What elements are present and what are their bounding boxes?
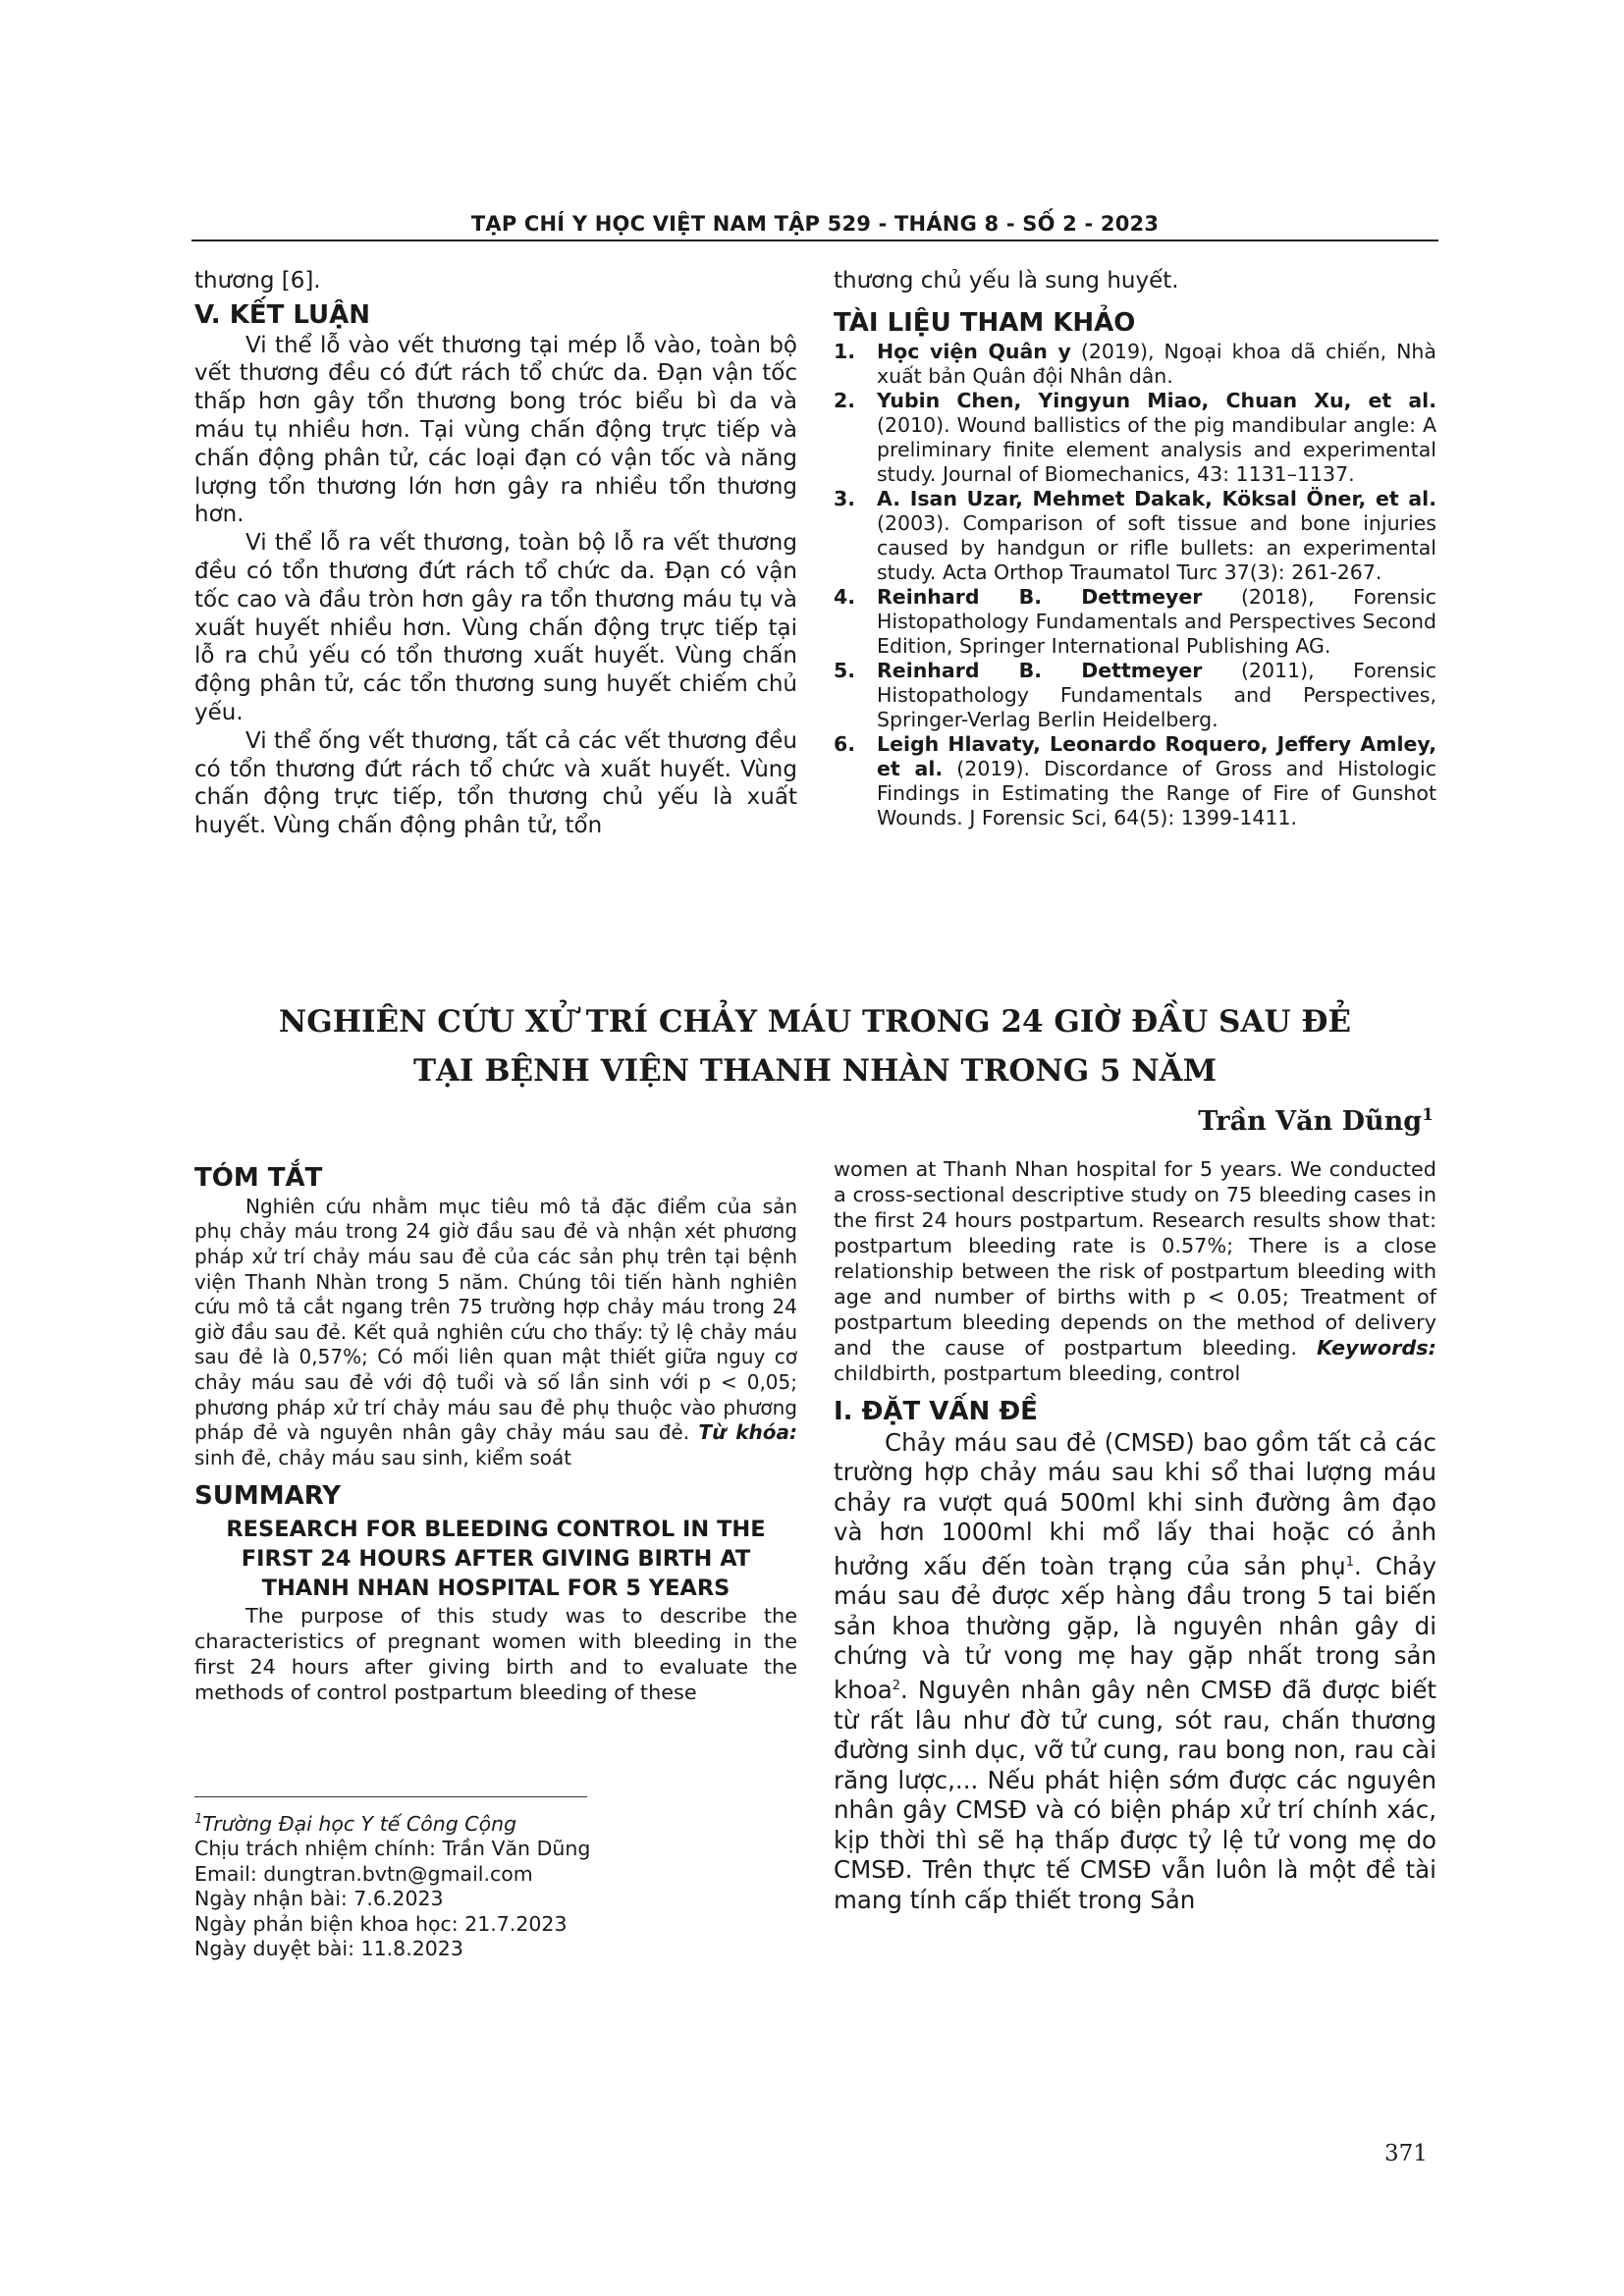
reference-authors: Yubin Chen, Yingyun Miao, Chuan Xu, et al. — [877, 388, 1436, 412]
keywords-vi-label: Từ khóa: — [698, 1420, 797, 1445]
article-title — [191, 997, 1438, 1095]
reference-number: 3. — [834, 486, 856, 510]
header-rule — [191, 240, 1438, 241]
intro-text: . Chảy máu sau đẻ được xếp hàng đầu trong 5 tai biến sản khoa thường gặp, là nguyên nhân gây di chứng và tử vong mẹ hay gặp nhất trong sản khoa — [834, 1551, 1436, 1705]
abstract-vi-body: Nghiên cứu nhằm mục tiêu mô tả đặc điểm của sản phụ chảy máu trong 24 giờ đầu sau đẻ và nhận xét phương pháp xử trí chảy máu sau đẻ của các sản phụ trên tại bệnh viện Thanh Nhàn trong 5 năm. Chúng tôi tiến hành nghiên cứu mô tả cắt ngang trên 75 trường hợp chảy máu trong 24 giờ đầu sau đẻ. Kết quả nghiên cứu cho thấy: tỷ lệ chảy máu sau đẻ là 0,57%; Có mối liên quan mật thiết giữa nguy cơ chảy máu sau đẻ với độ tuổi và số lần sinh với p < 0,05; phương pháp xử trí chảy máu sau đẻ phụ thuộc vào phương pháp đẻ và nguyên nhân gây chảy máu sau đẻ. — [194, 1194, 797, 1445]
abstract-vi-text — [194, 1195, 797, 1471]
conclusion-paragraph: Vi thể ống vết thương, tất cả các vết thương đều có tổn thương đứt rách tổ chức và xuất huyết. Vùng chấn động trực tiếp, tổn thương chủ yếu là xuất huyết. Vùng chấn động phân tử, tổn — [194, 727, 797, 839]
reference-authors: Học viện Quân y — [877, 339, 1071, 363]
author-name: Trần Văn Dũng — [1198, 1106, 1423, 1137]
intro-heading: I. ĐẶT VẤN ĐỀ — [834, 1397, 1038, 1426]
reference-item — [834, 389, 1436, 487]
summary-text-left: The purpose of this study was to describe the characteristics of pregnant women with bleeding in the first 24 hours after giving birth and to evaluate the methods of control postpartum bleeding of these — [194, 1604, 797, 1705]
reference-item — [834, 732, 1436, 830]
reference-authors: Leigh Hlavaty, Leonardo Roquero, Jeffery Amley, et al. — [877, 731, 1436, 780]
intro-text: Chảy máu sau đẻ (CMSĐ) bao gồm tất cả các trường hợp chảy máu sau khi sổ thai lượng máu chảy ra vượt quá 500ml khi sinh đường âm đạo và hơn 1000ml khi mổ lấy thai hoặc có ảnh hưởng xấu đến toàn trạng của sản phụ — [834, 1427, 1436, 1580]
prev-continuation-text: thương [6]. — [194, 268, 321, 294]
footnote-reviewed: Ngày phản biện khoa học: 21.7.2023 — [194, 1911, 568, 1936]
reference-number: 6. — [834, 731, 856, 756]
footnote-affiliation — [194, 1807, 803, 1837]
reference-authors: Reinhard B. Dettmeyer — [877, 658, 1203, 682]
reference-authors: Reinhard B. Dettmeyer — [877, 584, 1203, 609]
reference-text: (2019), Ngoại khoa dã chiến, Nhà xuất bản Quân đội Nhân dân. — [877, 339, 1436, 388]
footnote-accepted: Ngày duyệt bài: 11.8.2023 — [194, 1937, 463, 1961]
reference-item — [834, 340, 1436, 389]
footnote-received: Ngày nhận bài: 7.6.2023 — [194, 1887, 444, 1911]
conclusion-paragraph: Vi thể lỗ ra vết thương, toàn bộ lỗ ra vết thương đều có tổn thương đứt rách tổ chức da. Đạn có vận tốc cao và đầu tròn hơn gây ra tổn thương máu tụ và xuất huyết nhiều hơn. Vùng chấn động trực tiếp tại lỗ ra chủ yếu có tổn thương xuất huyết. Vùng chấn động phân tử, các tổn thương sung huyết chiếm chủ yếu. — [194, 530, 797, 725]
citation-mark: 1 — [1345, 1554, 1354, 1570]
running-header: TẠP CHÍ Y HỌC VIỆT NAM TẬP 529 - THÁNG 8 - SỐ 2 - 2023 — [470, 212, 1160, 236]
keywords-en: childbirth, postpartum bleeding, control — [834, 1362, 1241, 1385]
reference-number: 4. — [834, 584, 856, 609]
article-right-column — [834, 1156, 1436, 1915]
prev-article-left-column — [194, 267, 797, 840]
footnote — [194, 1807, 803, 1962]
footnote-responsible: Chịu trách nhiệm chính: Trần Văn Dũng — [194, 1837, 591, 1861]
intro-paragraph — [834, 1428, 1436, 1915]
summary-text-right — [834, 1156, 1436, 1386]
author-affiliation-mark: 1 — [1422, 1105, 1434, 1125]
affiliation-text: Trường Đại học Y tế Công Cộng — [202, 1811, 517, 1836]
reference-item — [834, 585, 1436, 659]
references-list — [834, 340, 1436, 830]
reference-item — [834, 487, 1436, 585]
keywords-en-label: Keywords: — [1317, 1336, 1436, 1360]
reference-text: (2011), Forensic Histopathology Fundamentals and Perspectives, Springer-Verlag Berlin Heidelberg. — [877, 658, 1436, 731]
references-heading: TÀI LIỆU THAM KHẢO — [834, 307, 1136, 338]
reference-text: (2018), Forensic Histopathology Fundamentals and Perspectives Second Edition, Springer International Publishing AG. — [877, 584, 1436, 658]
footnote-email: Email: dungtran.bvtn@gmail.com — [194, 1861, 533, 1886]
conclusion-paragraph: Vi thể lỗ vào vết thương tại mép lỗ vào, toàn bộ vết thương đều có đứt rách tổ chức da. Đạn vận tốc thấp hơn gây tổn thương bong tróc biểu bì da và máu tụ nhiều hơn. Tại vùng chấn động trực tiếp và chấn động phân tử, các loại đạn có vận tốc và năng lượng tổn thương lớn hơn gây ra nhiều tổn thương hơn. — [194, 332, 797, 528]
article-left-column — [194, 1156, 797, 1705]
reference-text: (2019). Discordance of Gross and Histologic Findings in Estimating the Range of Fire of Gunshot Wounds. J Forensic Sci, 64(5): 1399-1411. — [877, 756, 1436, 829]
reference-text: (2003). Comparison of soft tissue and bone injuries caused by handgun or rifle bullets: an experimental study. Acta Orthop Traumatol Turc 37(3): 261-267. — [877, 510, 1436, 584]
article-title-line: TẠI BỆNH VIỆN THANH NHÀN TRONG 5 NĂM — [412, 1053, 1218, 1089]
reference-item — [834, 659, 1436, 732]
keywords-vi: sinh đẻ, chảy máu sau sinh, kiểm soát — [194, 1445, 572, 1469]
reference-number: 5. — [834, 658, 856, 682]
reference-authors: A. Isan Uzar, Mehmet Dakak, Köksal Öner, et al. — [877, 486, 1436, 510]
abstract-vi-heading: TÓM TẮT — [194, 1163, 323, 1193]
intro-text: . Nguyên nhân gây nên CMSĐ đã được biết từ rất lâu như đờ tử cung, sót rau, chấn thương đường sinh dục, vỡ tử cung, rau bong non, rau cài răng lược,... Nếu phát hiện sớm được các nguyên nhân gây CMSĐ và có biện pháp xử trí chính xác, kịp thời thì sẽ hạ thấp được tỷ lệ tử vong mẹ do CMSĐ. Trên thực tế CMSĐ vẫn luôn là một đề tài mang tính cấp thiết trong Sản — [834, 1676, 1436, 1914]
footnote-rule — [194, 1796, 587, 1797]
conclusion-heading: V. KẾT LUẬN — [194, 299, 371, 330]
reference-text: (2010). Wound ballistics of the pig mandibular angle: A preliminary finite element analysis and experimental study. Journal of Biomechanics, 43: 1131–1137. — [877, 412, 1436, 486]
prev-continuation-text: thương chủ yếu là sung huyết. — [834, 268, 1179, 294]
summary-body: women at Thanh Nhan hospital for 5 years. We conducted a cross-sectional descriptive study on 75 bleeding cases in the first 24 hours postpartum. Research results show that: postpartum bleeding rate is 0.57%; There is a close relationship between the risk of postpartum bleeding with age and number of births with p < 0.05; Treatment of postpartum bleeding depends on the method of delivery and the cause of postpartum bleeding. — [834, 1157, 1436, 1360]
reference-number: 1. — [834, 339, 856, 363]
prev-article-right-column — [834, 267, 1436, 830]
page-number: 371 — [1384, 2141, 1428, 2166]
footnote-mark: 1 — [194, 1812, 203, 1827]
article-title-line: NGHIÊN CỨU XỬ TRÍ CHẢY MÁU TRONG 24 GIỜ ĐẦU SAU ĐẺ — [278, 1004, 1352, 1040]
article-author — [1080, 1105, 1434, 1137]
summary-title: RESEARCH FOR BLEEDING CONTROL IN THE FIRST 24 HOURS AFTER GIVING BIRTH AT THANH NHAN HOSPITAL FOR 5 YEARS — [226, 1517, 766, 1602]
summary-heading: SUMMARY — [194, 1481, 342, 1512]
reference-number: 2. — [834, 388, 856, 412]
citation-mark: 2 — [892, 1678, 900, 1693]
